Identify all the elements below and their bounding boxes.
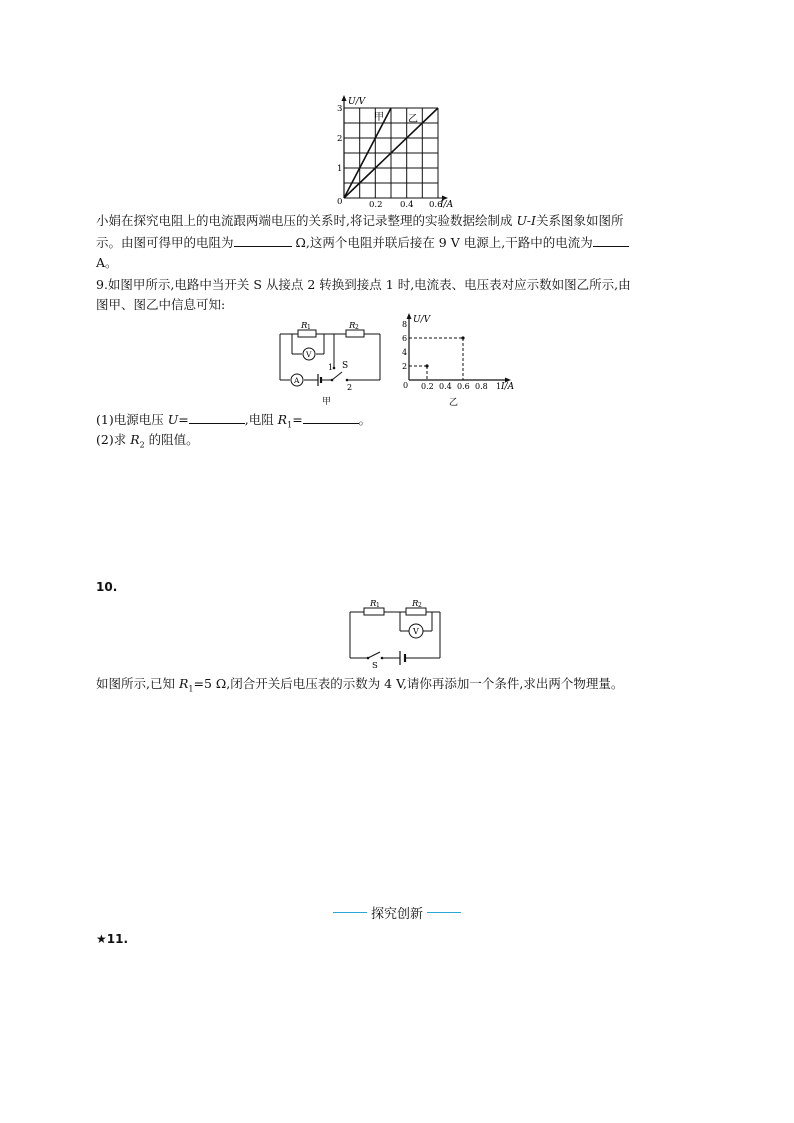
q10-r1-sub: 1	[376, 602, 380, 609]
q8-series-jia: 甲	[374, 112, 384, 123]
q9-origin: 0	[403, 381, 409, 390]
q9-y-tick-2: 2	[402, 362, 408, 371]
q9-r1-sub: 1	[307, 324, 311, 331]
q10-r1-label: R	[370, 599, 377, 609]
q8-line-3: A。	[96, 255, 118, 270]
q10-text: 如图所示,已知 $R_1=5$ Ω,闭合开关后电压表的示数为 4 V,请你再添加一个条件,求出两个物理量。	[96, 676, 624, 694]
q8-x-tick-3: 0.6	[429, 200, 443, 210]
q9-y-tick-8: 8	[402, 320, 408, 329]
q9-ui-graph	[393, 312, 523, 408]
q9-x-tick-04: 0.4	[439, 382, 452, 391]
section-rule-left	[333, 912, 367, 913]
q10-number: 10.	[96, 580, 118, 594]
q9-ammeter-label: A	[294, 376, 300, 385]
q9-graph-caption: 乙	[449, 398, 459, 408]
q8-line-1: 小娟在探究电阻上的电流跟两端电压的关系时,将记录整理的实验数据绘制成 U-I关系图象如图所	[96, 213, 624, 228]
q10-switch-label: S	[372, 661, 378, 668]
q8-y-tick-3: 3	[337, 104, 343, 114]
q8-x-tick-2: 0.4	[400, 200, 414, 210]
section-rule-right	[427, 912, 461, 913]
q9-stem-2: 图甲、图乙中信息可知:	[96, 297, 226, 312]
q11-number: ★11.	[96, 932, 129, 946]
q10-circuit-diagram	[344, 594, 446, 668]
q9-circuit-diagram	[272, 316, 388, 408]
q9-x-tick-06: 0.6	[457, 382, 470, 391]
section-title: 探究创新	[370, 907, 423, 922]
q9-r1-label: R	[301, 321, 308, 331]
q9-contact-2-label: 2	[347, 383, 353, 392]
q8-line-2: 示。由图可得甲的电阻为 Ω,这两个电阻并联后接在 9 V 电源上,干路中的电流为	[96, 233, 629, 252]
q10-r2-label: R	[412, 599, 419, 609]
q9-y-tick-4: 4	[402, 348, 408, 357]
section-header	[0, 903, 794, 922]
q9-y-tick-6: 6	[402, 334, 408, 343]
q9-part-2: (2)求 $R_2$ 的阻值。	[96, 432, 199, 450]
q9-stem-1: 9.如图甲所示,电路中当开关 S 从接点 2 转换到接点 1 时,电流表、电压表对应示数如图乙所示,由	[96, 277, 631, 292]
q9-voltmeter-label: V	[306, 350, 312, 359]
q9-r2-sub: 2	[355, 324, 359, 331]
q10-voltmeter-label: V	[413, 627, 419, 636]
q9-point-2	[425, 364, 428, 367]
q9-blank-r1[interactable]	[303, 410, 359, 424]
q9-circuit-caption: 甲	[322, 397, 332, 407]
q9-part-1: (1)电源电压 U= ,电阻 $R_1=$ 。	[96, 412, 372, 430]
q9-switch-label: S	[342, 361, 349, 371]
q8-y-axis-label: U/V	[348, 97, 366, 107]
q8-y-tick-1: 1	[337, 164, 343, 174]
q9-blank-voltage[interactable]	[189, 410, 245, 424]
q9-y-axis-label: U/V	[413, 315, 431, 325]
q8-blank-resistance[interactable]	[234, 233, 292, 247]
q9-x-tick-02: 0.2	[421, 382, 434, 391]
q8-blank-current[interactable]	[593, 233, 629, 247]
q8-origin: 0	[337, 197, 343, 207]
q9-point-1	[461, 336, 464, 339]
q8-y-tick-2: 2	[337, 134, 343, 144]
q10-r2-sub: 2	[418, 602, 422, 609]
q8-ui-graph	[330, 92, 460, 210]
q9-x-axis-label: I/A	[501, 382, 515, 392]
q9-x-tick-08: 0.8	[475, 382, 488, 391]
q8-series-yi: 乙	[408, 114, 418, 125]
q9-r2-label: R	[349, 321, 356, 331]
q9-x-tick-1: 1	[496, 382, 502, 391]
q8-x-axis-label: I/A	[440, 200, 454, 210]
q8-x-tick-1: 0.2	[369, 200, 383, 210]
q9-contact-1-label: 1	[328, 363, 334, 372]
